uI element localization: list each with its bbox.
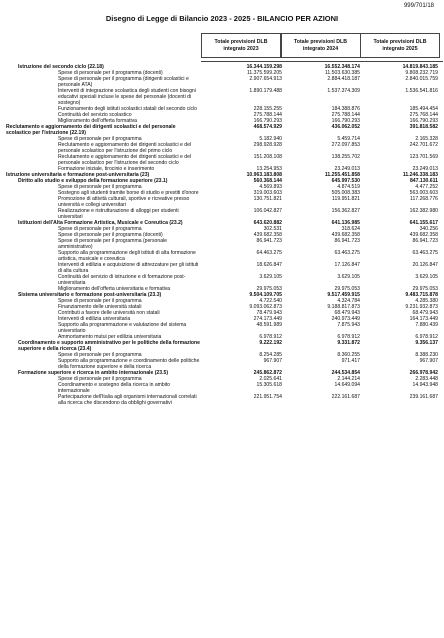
row-label: Continuità del servizio di istruzione e di formazione post-universitaria: [58, 274, 186, 286]
row-value-2025: 3.629.105: [415, 274, 438, 280]
row-value-2025: 14.819.843.185: [402, 64, 438, 70]
row-label: Spese di personale per il programma: [58, 184, 142, 190]
row-value-2024: 17.126.847: [334, 262, 360, 268]
row-value-2023: 10.963.183.808: [246, 172, 282, 178]
row-value-2025: 117.268.776: [410, 196, 438, 202]
header-divider: [201, 61, 443, 62]
row-value-2024: 222.161.687: [331, 394, 360, 400]
row-value-2024: 6.978.912: [337, 334, 360, 340]
row-label: Funzionamento degli istituti scolastici statali del secondo ciclo: [58, 106, 198, 112]
row-value-2024: 9.331.872: [337, 340, 360, 346]
row-label: Spese di personale per il programma: [58, 226, 142, 232]
row-value-2024: 11.503.630.385: [324, 70, 360, 76]
row-value-2025: 4.477.252: [415, 184, 438, 190]
row-value-2024: 119.951.821: [332, 196, 360, 202]
row-value-2024: 645.997.530: [331, 178, 360, 184]
row-label: Finanziamento delle università statali: [58, 304, 142, 310]
row-label: Sostegno agli studenti tramite borse di studio e prestiti d'onore: [58, 190, 199, 196]
row-value-2024: 436.062.052: [331, 124, 360, 130]
row-value-2025: 563.003.603: [409, 190, 438, 196]
table-row: [6, 196, 438, 208]
row-label: Spese di personale per il programma (personale amministrativo): [58, 238, 168, 250]
row-value-2023: 274.173.449: [253, 316, 282, 322]
row-label: Spese di personale per il programma: [58, 136, 142, 142]
row-label: Supporto alla programmazione e coordinamento delle politiche della formazione superiore e della ricerca: [58, 358, 200, 370]
row-value-2023: 15.305.618: [256, 382, 282, 388]
row-label: Istituzioni dell'Alta Formazione Artistica, Musicale e Coreutica (23.2): [18, 220, 183, 226]
row-value-2023: 5.182.940: [259, 136, 282, 142]
row-value-2025: 9.356.137: [415, 340, 438, 346]
row-value-2023: 468.574.929: [253, 124, 282, 130]
row-value-2024: 2.884.418.187: [327, 76, 360, 82]
row-value-2024: 272.097.853: [331, 142, 360, 148]
row-label: Supporto alla programmazione degli istituti di alta formazione artistica, musicale e coreutica: [58, 250, 196, 262]
row-value-2024: 166.790.293: [331, 118, 360, 124]
row-label: Spese di personale per il programma: [58, 376, 142, 382]
row-value-2025: 164.173.449: [409, 316, 438, 322]
row-value-2025: 847.130.611: [409, 178, 438, 184]
row-value-2024: 505.008.383: [331, 190, 360, 196]
row-value-2025: 641.155.617: [409, 220, 438, 226]
row-value-2024: 9.517.459.915: [327, 292, 360, 298]
row-label: Interventi di edilizia universitaria: [58, 316, 131, 322]
row-value-2023: 3.629.105: [259, 274, 282, 280]
table-row: [6, 394, 438, 406]
row-label: Supporto alla programmazione e valutazione del sistema universitario: [58, 322, 187, 334]
row-value-2024: 86.941.723: [334, 238, 360, 244]
row-value-2024: 240.973.449: [331, 316, 360, 322]
row-value-2023: 4.569.893: [259, 184, 282, 190]
row-value-2024: 971.417: [341, 358, 360, 364]
row-value-2024: 641.136.985: [331, 220, 360, 226]
row-value-2024: 29.975.053: [334, 286, 360, 292]
row-value-2025: 275.768.144: [409, 112, 438, 118]
table-row: [6, 358, 438, 370]
row-value-2023: 8.254.285: [259, 352, 282, 358]
row-value-2023: 967.907: [263, 358, 282, 364]
row-value-2024: 63.463.275: [334, 250, 360, 256]
row-label: Sistema universitario e formazione post-universitaria (23.3): [18, 292, 162, 298]
row-value-2024: 4.324.784: [337, 298, 360, 304]
table-row: [6, 154, 438, 166]
row-value-2024: 318.624: [341, 226, 360, 232]
page-reference: 999/701/18: [403, 3, 434, 9]
row-value-2023: 13.254.953: [256, 166, 282, 172]
row-value-2023: 228.155.255: [253, 106, 282, 112]
row-label: Diritto allo studio e sviluppo della formazione superiore (23.1): [18, 178, 168, 184]
column-header-2023: Totale previsioni DLB integrato 2023: [201, 33, 281, 58]
row-value-2024: 138.255.702: [331, 154, 360, 160]
row-value-2023: 166.790.293: [253, 118, 282, 124]
row-value-2025: 340.256: [419, 226, 438, 232]
row-label: Coordinamento e supporto amministrativo per le politiche della formazione superiore e della ricerca (23.4): [18, 340, 200, 352]
row-value-2023: 48.591.989: [256, 322, 282, 328]
row-label: Interventi di edilizia e acquisizione di attrezzature per gli istituti di alta cultura: [58, 262, 199, 274]
row-label: Reclutamento e aggiornamento dei dirigenti scolastici e del personale scolastico per l'istruzione (22.19): [6, 124, 176, 136]
row-value-2024: 4.874.519: [337, 184, 360, 190]
table-row: [6, 238, 438, 250]
table-row: [6, 142, 438, 154]
row-label: Partecipazione dell'Italia agli organismi internazionali correlati alla ricerca che discendono da obblighi governativi: [58, 394, 197, 406]
row-label: Spese di personale per il programma (dirigenti scolastici e personale ATA): [58, 76, 189, 88]
row-label: Coordinamento e sostegno della ricerca in ambito internazionale: [58, 382, 171, 394]
row-value-2025: 162.382.980: [409, 208, 438, 214]
row-value-2024: 3.629.105: [337, 274, 360, 280]
row-value-2023: 319.003.603: [253, 190, 282, 196]
row-label: Continuità del servizio scolastico: [58, 112, 132, 118]
row-value-2025: 11.246.338.183: [402, 172, 438, 178]
row-value-2025: 6.978.912: [415, 334, 438, 340]
row-label: Spese di personale per il programma (docenti): [58, 232, 163, 238]
row-value-2023: 439.682.358: [253, 232, 282, 238]
row-value-2023: 9.222.192: [259, 340, 282, 346]
row-value-2025: 2.840.015.759: [405, 76, 438, 82]
row-label: Interventi di integrazione scolastica degli studenti con bisogni educativi speciali incluse le spese del personale (docenti di sostegno): [58, 88, 196, 106]
row-value-2023: 9.504.109.705: [249, 292, 282, 298]
row-value-2023: 78.479.943: [256, 310, 282, 316]
table-row: [6, 88, 438, 106]
row-value-2025: 14.943.948: [412, 382, 438, 388]
row-value-2023: 130.751.821: [253, 196, 282, 202]
row-value-2025: 242.701.672: [409, 142, 438, 148]
table-row: [6, 382, 438, 394]
row-value-2025: 967.907: [419, 358, 438, 364]
row-value-2024: 275.788.144: [331, 112, 360, 118]
row-value-2025: 2.283.448: [415, 376, 438, 382]
row-value-2023: 6.978.912: [259, 334, 282, 340]
row-value-2023: 560.368.144: [253, 178, 282, 184]
row-value-2023: 2.907.654.913: [249, 76, 282, 82]
table-row: [6, 322, 438, 334]
row-value-2024: 244.534.854: [331, 370, 360, 376]
row-value-2024: 439.682.358: [331, 232, 360, 238]
column-header-2025: Totale previsioni DLB integrato 2025: [360, 33, 440, 58]
row-value-2023: 1.890.179.488: [249, 88, 282, 94]
row-label: Ammortamento mutui per edilizia universitaria: [58, 334, 162, 340]
row-value-2023: 221.951.754: [253, 394, 282, 400]
row-value-2024: 11.255.451.858: [324, 172, 360, 178]
row-label: Reclutamento e aggiornamento dei dirigenti scolastici e del personale scolastico per l'istruzione del secondo ciclo: [58, 154, 192, 166]
row-value-2023: 9.093.062.873: [249, 304, 282, 310]
row-label: Reclutamento e aggiornamento dei dirigenti scolastici e del personale scolastico per l'istruzione del primo ciclo: [58, 142, 192, 154]
table-row: [6, 208, 438, 220]
row-value-2024: 7.875.943: [337, 322, 360, 328]
table-row: [6, 274, 438, 286]
row-value-2024: 16.552.348.174: [324, 64, 360, 70]
row-value-2025: 8.388.230: [415, 352, 438, 358]
row-label: Istruzione del secondo ciclo (22.18): [18, 64, 104, 70]
row-label: Spese di personale per il programma: [58, 352, 142, 358]
row-value-2023: 151.208.108: [253, 154, 282, 160]
table-row: [6, 250, 438, 262]
row-label: Realizzazione e ristrutturazione di alloggi per studenti universitari: [58, 208, 179, 220]
row-value-2023: 11.375.599.205: [246, 70, 282, 76]
row-label: Spese di personale per il programma: [58, 298, 142, 304]
row-value-2025: 185.494.454: [409, 106, 438, 112]
table-section-row: [6, 340, 438, 352]
row-value-2024: 2.144.214: [337, 376, 360, 382]
table-row: [6, 76, 438, 88]
page-title: Disegno di Legge di Bilancio 2023 - 2025 - BILANCIO PER AZIONI: [105, 14, 339, 23]
row-value-2023: 302.531: [263, 226, 282, 232]
row-value-2025: 20.126.847: [412, 262, 438, 268]
column-headers: [201, 33, 440, 58]
row-value-2025: 9.483.715.878: [405, 292, 438, 298]
row-value-2025: 391.818.582: [409, 124, 438, 130]
row-label: Contributi a favore delle università non statali: [58, 310, 160, 316]
table-section-row: [6, 124, 438, 136]
row-value-2025: 1.536.541.816: [405, 88, 438, 94]
row-label: Formazione superiore e ricerca in ambito internazionale (23.5): [18, 370, 169, 376]
column-header-2024: Totale previsioni DLB integrato 2024: [281, 33, 361, 58]
row-value-2023: 86.941.723: [256, 238, 282, 244]
row-value-2023: 275.788.144: [253, 112, 282, 118]
row-value-2025: 9.231.932.873: [405, 304, 438, 310]
row-value-2023: 245.862.872: [253, 370, 282, 376]
row-value-2024: 9.188.817.873: [327, 304, 360, 310]
row-value-2025: 2.165.328: [415, 136, 438, 142]
row-value-2023: 643.620.882: [253, 220, 282, 226]
row-value-2024: 8.360.255: [337, 352, 360, 358]
row-value-2025: 86.941.723: [412, 238, 438, 244]
row-value-2023: 29.975.053: [256, 286, 282, 292]
row-value-2024: 68.479.943: [334, 310, 360, 316]
row-value-2023: 64.463.275: [256, 250, 282, 256]
row-value-2024: 14.649.094: [334, 382, 360, 388]
row-label: Miglioramento dell'offerta formativa: [58, 118, 138, 124]
row-label: Spese di personale per il programma (docenti): [58, 70, 163, 76]
row-value-2023: 4.722.540: [259, 298, 282, 304]
table-row: [6, 262, 438, 274]
row-value-2025: 68.479.943: [412, 310, 438, 316]
row-value-2024: 23.249.013: [334, 166, 360, 172]
row-value-2025: 7.880.439: [415, 322, 438, 328]
row-value-2023: 298.928.928: [253, 142, 282, 148]
row-value-2025: 123.701.569: [409, 154, 438, 160]
row-value-2025: 266.978.942: [409, 370, 438, 376]
row-label: Istruzione universitaria e formazione post-universitaria (23): [6, 172, 150, 178]
row-value-2025: 439.682.358: [409, 232, 438, 238]
row-value-2023: 16.344.159.298: [246, 64, 282, 70]
row-label: Miglioramento dell'offerta universitaria e formativa: [58, 286, 171, 292]
row-label: Promozione di attività culturali, sportive e ricreative presso università e collegi universitari: [58, 196, 190, 208]
row-value-2025: 4.285.380: [415, 298, 438, 304]
row-label: Formazione iniziale, tirocinio e inserimento: [58, 166, 155, 172]
row-value-2024: 184.388.876: [331, 106, 360, 112]
row-value-2024: 1.537.374.309: [327, 88, 360, 94]
row-value-2025: 239.161.687: [409, 394, 438, 400]
row-value-2025: 166.790.293: [409, 118, 438, 124]
row-value-2025: 23.249.013: [412, 166, 438, 172]
row-value-2025: 63.463.275: [412, 250, 438, 256]
row-value-2024: 5.459.714: [337, 136, 360, 142]
row-value-2023: 18.626.847: [256, 262, 282, 268]
row-value-2023: 2.025.641: [259, 376, 282, 382]
budget-table: [6, 64, 438, 406]
row-value-2024: 156.362.827: [331, 208, 360, 214]
row-value-2025: 9.808.232.719: [405, 70, 438, 76]
row-value-2023: 106.042.827: [253, 208, 282, 214]
row-value-2025: 29.975.053: [412, 286, 438, 292]
